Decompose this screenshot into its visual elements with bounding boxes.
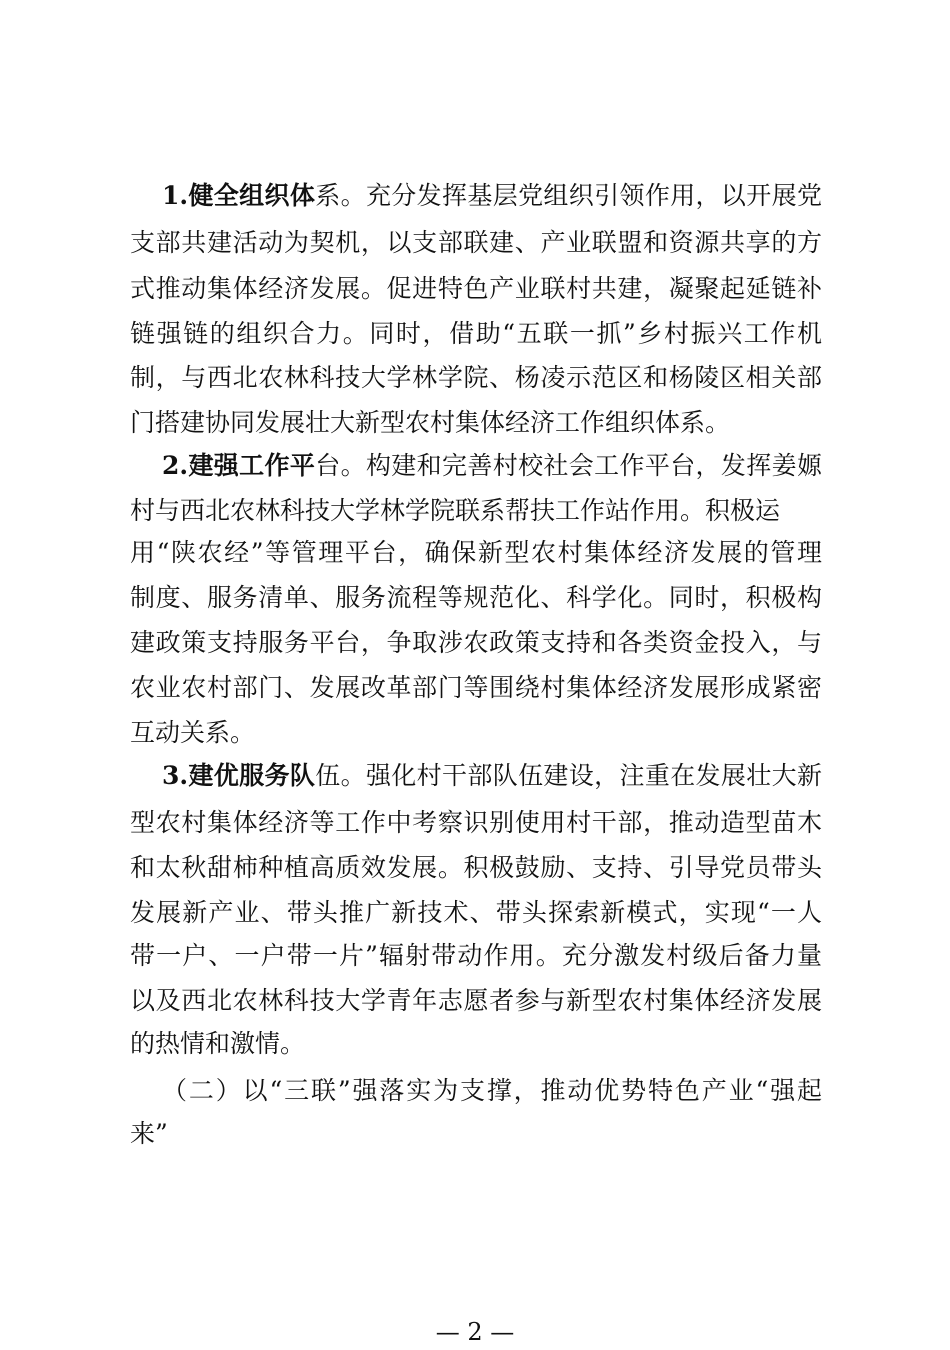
paragraph-line: 型农村集体经济等工作中考察识别使用村干部，推动造型苗木 [130, 808, 822, 837]
heading-line: （二）以“三联”强落实为支撑，推动优势特色产业“强起 [162, 1076, 822, 1105]
paragraph-line: 3.建优服务队伍。强化村干部队伍建设，注重在发展壮大新 [162, 761, 822, 790]
paragraph-bold-lead: 2.建强工作平 [162, 451, 316, 480]
paragraph-line: 2.建强工作平台。构建和完善村校社会工作平台，发挥姜嫄 [162, 451, 822, 480]
heading-line: 来” [130, 1119, 168, 1148]
paragraph-bold-lead: 1.健全组织体 [162, 181, 316, 210]
paragraph-line: 的热情和激情。 [130, 1029, 306, 1058]
paragraph-bold-lead: 3.建优服务队 [162, 761, 316, 790]
paragraph-line: 链强链的组织合力。同时，借助“五联一抓”乡村振兴工作机 [130, 319, 822, 348]
paragraph-line: 制，与西北农林科技大学林学院、杨凌示范区和杨陵区相关部 [130, 363, 822, 392]
page-number: — 2 — [435, 1318, 515, 1346]
paragraph-line: 村与西北农林科技大学林学院联系帮扶工作站作用。积极运 [130, 496, 781, 525]
paragraph-line: 式推动集体经济发展。促进特色产业联村共建，凝聚起延链补 [130, 274, 822, 303]
paragraph-line: 农业农村部门、发展改革部门等围绕村集体经济发展形成紧密 [130, 673, 822, 702]
paragraph-line: 支部共建活动为契机，以支部联建、产业联盟和资源共享的方 [130, 228, 822, 257]
paragraph-line: 互动关系。 [130, 718, 256, 747]
paragraph-line: 和太秋甜柿种植高质效发展。积极鼓励、支持、引导党员带头 [130, 853, 822, 882]
paragraph-line: 发展新产业、带头推广新技术、带头探索新模式，实现“一人 [130, 898, 822, 927]
paragraph-line: 制度、服务清单、服务流程等规范化、科学化。同时，积极构 [130, 583, 822, 612]
paragraph-line: 带一户、一户带一片”辐射带动作用。充分激发村级后备力量 [130, 941, 822, 970]
paragraph-line: 以及西北农林科技大学青年志愿者参与新型农村集体经济发展 [130, 986, 822, 1015]
paragraph-line: 1.健全组织体系。充分发挥基层党组织引领作用，以开展党 [162, 181, 822, 210]
paragraph-line: 建政策支持服务平台，争取涉农政策支持和各类资金投入，与 [130, 628, 822, 657]
paragraph-line: 用“陕农经”等管理平台，确保新型农村集体经济发展的管理 [130, 538, 822, 567]
paragraph-line: 门搭建协同发展壮大新型农村集体经济工作组织体系。 [130, 408, 731, 437]
